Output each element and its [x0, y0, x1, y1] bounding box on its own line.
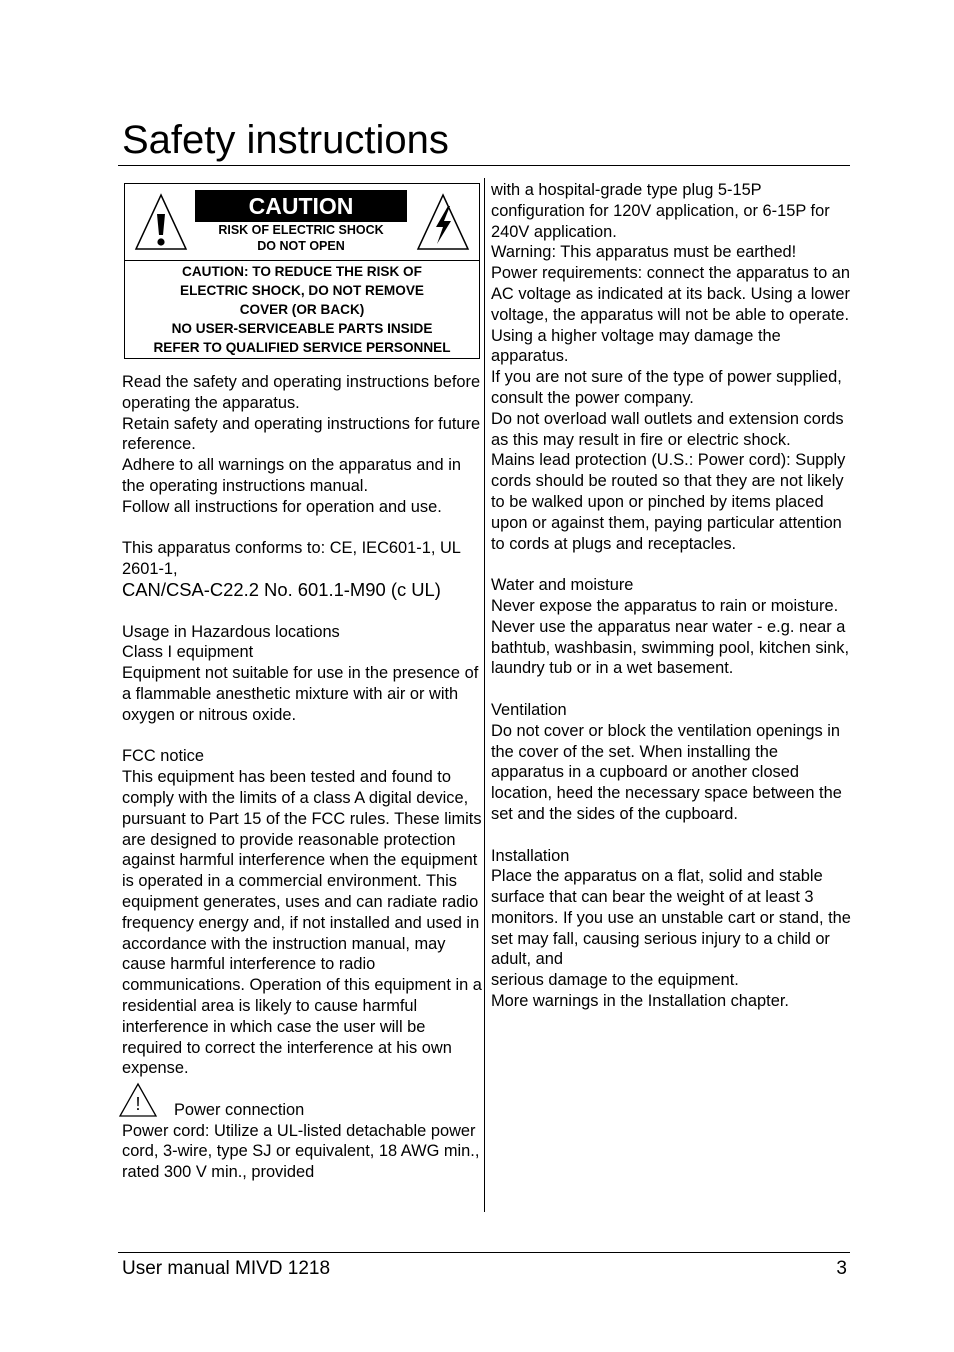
risk-line-2: DO NOT OPEN	[257, 239, 345, 253]
hazardous-text: Class I equipment	[122, 643, 254, 662]
water-text: Never expose the apparatus to rain or moisture.	[491, 596, 839, 615]
left-column	[122, 372, 482, 1183]
intro-paragraph: Follow all instructions for operation and use.	[122, 497, 442, 516]
conformity-value: CE, IEC601-1, UL 2601-1,	[122, 539, 461, 579]
warning-triangle-icon	[118, 1082, 158, 1118]
ventilation-heading: Ventilation	[491, 700, 567, 719]
intro-paragraph: Read the safety and operating instructions before operating the apparatus.	[122, 373, 481, 412]
installation-text: Place the apparatus on a flat, solid and stable surface that can bear the weight of at least 3 monitors. If you use an unstable cart or stand, the set may fall, causing serious injury to a child or adult, and	[491, 867, 851, 969]
caution-warning-line: NO USER-SERVICEABLE PARTS INSIDE	[171, 321, 433, 336]
power-requirement-text: Do not overload wall outlets and extension cords as this may result in fire or electric shock.	[491, 409, 844, 449]
title-rule	[118, 165, 850, 166]
conformity-statement	[122, 538, 482, 580]
footer-title: User manual MIVD 1218	[122, 1258, 331, 1279]
water-heading: Water and moisture	[491, 576, 634, 595]
installation-text: serious damage to the equipment.	[491, 971, 739, 990]
fcc-heading: FCC notice	[122, 747, 204, 766]
power-connection-heading-row	[122, 1093, 482, 1121]
earth-warning-text: : This apparatus must be earthed!	[551, 243, 797, 262]
caution-warning-line: COVER (OR BACK)	[239, 302, 365, 317]
caution-warning-line: REFER TO QUALIFIED SERVICE PERSONNEL	[153, 340, 451, 355]
right-column	[491, 180, 851, 1012]
risk-line-1: RISK OF ELECTRIC SHOCK	[218, 223, 384, 237]
power-requirement-text: Power requirements: connect the apparatus to an AC voltage as indicated at its back. Using a lower voltage, the apparatus will not be able to operate. Using a higher voltage may damage the apparatus.	[491, 264, 850, 366]
fcc-text: This equipment has been tested and found to comply with the limits of a class A digital device, pursuant to Part 15 of the FCC rules. These limits are designed to provide reasonable protection against harmful interference when the equipment is operated in a commercial environment. This equipment generates, uses and can radiate radio frequency energy and, if not installed and used in accordance with the instruction manual, may cause harmful interference to radio communications. Operation of this equipment in a residential area is likely to cause harmful interference in which case the user will be required to correct the interference at his own expense.	[122, 768, 482, 1078]
power-requirement-text: If you are not sure of the type of power supplied, consult the power company.	[491, 368, 842, 407]
conformity-standard: CAN/CSA-C22.2 No. 601.1-M90 (c UL)	[122, 578, 441, 600]
intro-paragraph: Retain safety and operating instructions for future reference.	[122, 414, 481, 454]
lightning-bolt-triangle-icon	[415, 192, 471, 252]
water-text: Never use the apparatus near water - e.g. near a bathtub, washbasin, swimming pool, kitchen sink, laundry tub or in a wet basement.	[491, 617, 850, 678]
ventilation-text: Do not cover or block the ventilation openings in the cover of the set. When installing the apparatus in a cupboard or another closed location, heed the necessary space between the set and the sides of the cupboard.	[491, 721, 842, 823]
intro-paragraph: Adhere to all warnings on the apparatus and in the operating instructions manual.	[122, 456, 461, 495]
caution-risk-text	[195, 222, 407, 254]
caution-warning-text	[125, 262, 479, 357]
column-divider	[484, 178, 485, 1212]
power-continued-text: with a hospital-grade type plug 5-15P configuration for 120V application, or 6-15P for 240V application.	[491, 181, 830, 241]
earth-warning	[491, 242, 851, 263]
installation-text: More warnings in the Installation chapter.	[491, 992, 789, 1011]
installation-heading: Installation	[491, 846, 570, 865]
caution-warning-line: ELECTRIC SHOCK, DO NOT REMOVE	[180, 283, 424, 298]
exclamation-triangle-icon	[133, 192, 189, 252]
conformity-label: This apparatus conforms to:	[122, 539, 326, 558]
hazardous-text: Equipment not suitable for use in the presence of a flammable anesthetic mixture with air or with oxygen or nitrous oxide.	[122, 664, 479, 724]
earth-warning-label: Warning	[491, 243, 552, 262]
page-number: 3	[836, 1258, 847, 1279]
caution-warning-line: CAUTION: TO REDUCE THE RISK OF	[182, 264, 422, 279]
power-connection-heading: Power connection	[174, 1100, 305, 1119]
hazardous-heading: Usage in Hazardous locations	[122, 622, 340, 641]
power-requirement-text: Mains lead protection (U.S.: Power cord): Supply cords should be routed so that they are not likely to be walked upon or pinched by items placed upon or against them, paying particular attention to cords at plugs and receptacles.	[491, 451, 846, 553]
caution-label-header	[125, 184, 479, 261]
power-connection-text: Power cord: Utilize a UL-listed detachable power cord, 3-wire, type SJ or equivalent, 18 AWG min., rated 300 V min., provided	[122, 1121, 480, 1182]
page-title: Safety instructions	[122, 118, 449, 162]
caution-banner: CAUTION	[195, 190, 407, 222]
svg-text:!: !	[135, 1093, 141, 1114]
footer-rule	[118, 1252, 850, 1253]
caution-label	[124, 183, 480, 359]
